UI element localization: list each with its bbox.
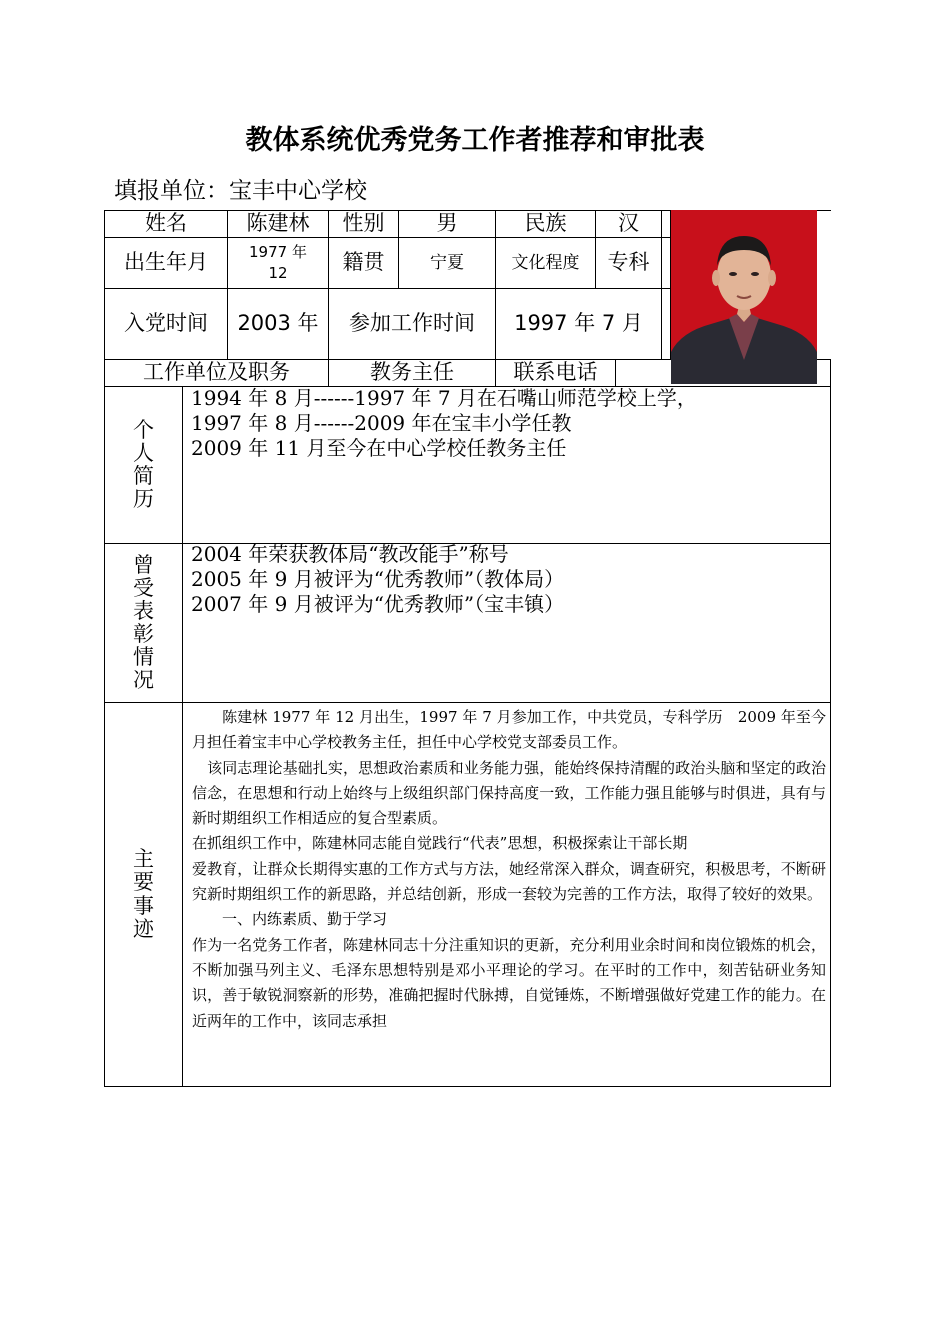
work-start-label: 参加工作时间 <box>349 311 475 336</box>
birth-label: 出生年月 <box>124 250 208 275</box>
section-label-char: 简 <box>133 464 154 488</box>
section-label-char: 况 <box>133 668 154 693</box>
birth-value-line1: 1977 年 <box>249 243 307 261</box>
list-item: 2004 年荣获教体局“教改能手”称号 <box>191 542 509 566</box>
section-label-char: 主 <box>133 847 154 872</box>
applicant-photo <box>671 210 817 384</box>
section-label-char: 要 <box>133 870 154 895</box>
sex-value: 男 <box>436 211 458 236</box>
section-label-char: 彰 <box>133 622 154 646</box>
name-value: 陈建林 <box>246 211 310 236</box>
deeds-paragraph: 一、内练素质、勤于学习 <box>192 910 388 929</box>
honors-label <box>105 544 182 702</box>
deeds-paragraph: 作为一名党务工作者，陈建林同志十分注重知识的更新，充分利用业余时间和岗位锻炼的机会，不断加强马列主义、毛泽东思想特别是邓小平理论的学习。在平时的工作中，刻苦钻研业务知识，善于敏锐洞察新的形势，准确把握时代脉搏，自觉锤炼，不断增强做好党建工作的能力。在近两年的工作中，该同志承担 <box>192 935 826 1030</box>
list-item: 1997 年 8 月------2009 年在宝丰小学任教 <box>191 411 572 435</box>
deeds-paragraph: 爱教育，让群众长期得实惠的工作方式与方法，她经常深入群众，调查研究，积极思考，不断研究新时期组织工作的新思路，并总结创新，形成一套较为完善的工作方法，取得了较好的效果。 <box>192 859 826 904</box>
deeds-paragraph: 陈建林 1977 年 12 月出生，1997 年 7 月参加工作，中共党员，专科学历 2009 年至今月担任着宝丰中心学校教务主任，担任中心学校党支部委员工作。 <box>192 708 826 752</box>
list-item: 2005 年 9 月被评为“优秀教师”（教体局） <box>191 567 565 591</box>
ethnic-label: 民族 <box>524 211 567 236</box>
party-join-label: 入党时间 <box>124 311 208 336</box>
phone-label: 联系电话 <box>513 360 598 385</box>
grid-line <box>830 359 831 1087</box>
deeds-paragraph: 在抓组织工作中，陈建林同志能自觉践行“代表”思想，积极探索让干部长期 <box>192 834 688 853</box>
ethnic-value: 汉 <box>618 211 639 236</box>
deeds-label <box>105 703 182 1086</box>
native-label: 籍贯 <box>342 250 385 275</box>
education-value: 专科 <box>607 250 650 275</box>
job-value: 教务主任 <box>370 360 454 385</box>
deeds-paragraph: 该同志理论基础扎实，思想政治素质和业务能力强，能始终保持清醒的政治头脑和坚定的政治信念，在思想和行动上始终与上级组织部门保持高度一致，工作能力强且能够与时俱进，具有与新时期组织工作相适应的复合型素质。 <box>192 758 826 828</box>
education-label: 文化程度 <box>511 252 580 273</box>
section-label-char: 表 <box>133 598 154 623</box>
birth-value <box>228 238 328 288</box>
section-label-char: 个 <box>133 417 154 442</box>
list-item: 1994 年 8 月------1997 年 7 月在石嘴山师范学校上学， <box>191 386 697 410</box>
list-item: 2007 年 9 月被评为“优秀教师”（宝丰镇） <box>191 592 565 616</box>
sex-label: 性别 <box>342 211 385 236</box>
section-label-char: 曾 <box>133 552 154 577</box>
deeds-text <box>192 705 826 1034</box>
section-label-char: 迹 <box>133 916 154 941</box>
list-item: 2009 年 11 月至今在中心学校任教务主任 <box>191 436 567 460</box>
form-title: 教体系统优秀党务工作者推荐和审批表 <box>245 125 705 156</box>
grid-line <box>104 1086 831 1087</box>
section-label-char: 人 <box>133 440 154 465</box>
honors-lines <box>191 542 564 617</box>
grid-line <box>661 210 662 359</box>
name-label: 姓名 <box>145 211 187 236</box>
section-label-char: 情 <box>133 645 154 670</box>
section-label-char: 受 <box>133 575 154 600</box>
section-label-char: 历 <box>133 487 154 512</box>
grid-line <box>182 386 183 1087</box>
reporting-unit: 填报单位：宝丰中心学校 <box>114 178 367 204</box>
job-label: 工作单位及职务 <box>143 360 290 385</box>
work-start-value: 1997 年 7 月 <box>514 311 643 336</box>
resume-lines <box>191 386 697 461</box>
birth-value-line2: 12 <box>268 264 288 282</box>
party-join-value: 2003 年 <box>237 311 319 336</box>
native-value: 宁夏 <box>430 252 464 273</box>
resume-label <box>105 387 182 543</box>
portrait-image <box>671 210 817 384</box>
section-label-char: 事 <box>133 893 154 918</box>
grid-line <box>104 702 831 703</box>
